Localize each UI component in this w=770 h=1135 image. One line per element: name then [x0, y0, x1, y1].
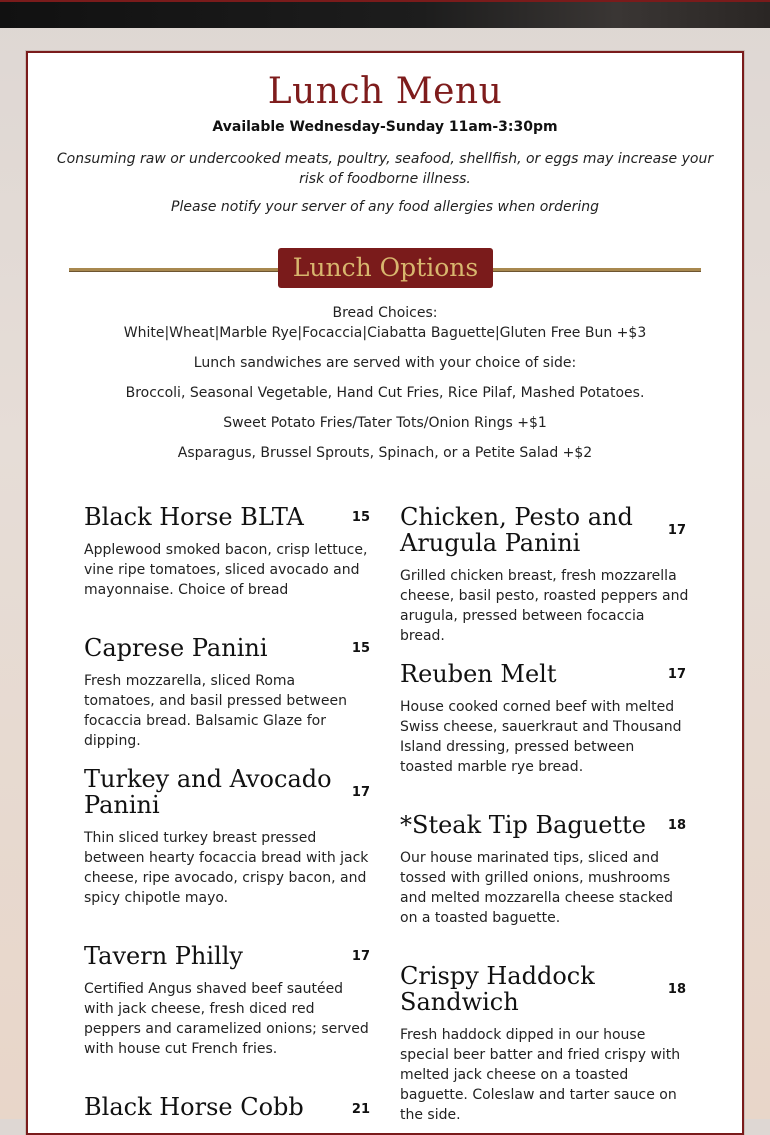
- item-name: Tavern Philly: [84, 942, 243, 970]
- item-description: Our house marinated tips, sliced and tossed with grilled onions, mushrooms and melted mozzarella cheese stacked on a toasted baguette.: [400, 850, 674, 926]
- menu-item: [84, 1094, 370, 1134]
- top-banner: [0, 0, 770, 28]
- item-name: Crispy Haddock Sandwich: [400, 962, 595, 1016]
- page-title: Lunch Menu: [267, 71, 503, 112]
- menu-item: [400, 812, 686, 942]
- item-name: Black Horse Cobb: [84, 1093, 304, 1121]
- sides-plus2: Asparagus, Brussel Sprouts, Spinach, or a Petite Salad +$2: [177, 445, 593, 461]
- item-description: Thin sliced turkey breast pressed between hearty focaccia bread with jack cheese, ripe avocado, crispy bacon, and spicy chipotle mayo.: [84, 830, 369, 906]
- item-price: 17: [667, 523, 686, 538]
- item-name: Black Horse BLTA: [84, 503, 304, 531]
- bread-options: White|Wheat|Marble Rye|Focaccia|Ciabatta Baguette|Gluten Free Bun +$3: [123, 325, 647, 341]
- item-price: 21: [351, 1102, 370, 1117]
- item-description: Fresh haddock dipped in our house special beer batter and fried crispy with melted jack cheese on a toasted baguette. Coleslaw and tarter sauce on the side.: [400, 1027, 681, 1123]
- menu-item: [84, 943, 370, 1073]
- menu-item: [84, 766, 370, 916]
- item-price: 15: [351, 641, 370, 656]
- item-name: *Steak Tip Baguette: [400, 811, 646, 839]
- food-warning: Consuming raw or undercooked meats, poultry, seafood, shellfish, or eggs may increase your risk of foodborne illness.: [56, 151, 714, 187]
- item-description: Fresh mozzarella, sliced Roma tomatoes, and basil pressed between focaccia bread. Balsamic Glaze for dipping.: [84, 673, 347, 749]
- menu-item: [84, 634, 370, 749]
- item-description: Grilled chicken breast, fresh mozzarella cheese, basil pesto, roasted peppers and arugula, pressed between focaccia bread.: [400, 568, 689, 644]
- menu-item: [400, 962, 686, 1123]
- menu-item: [400, 661, 686, 791]
- item-price: 17: [351, 949, 370, 964]
- hours-text: Available Wednesday-Sunday 11am-3:30pm: [212, 119, 558, 135]
- item-name: Reuben Melt: [400, 660, 557, 688]
- sides-standard: Broccoli, Seasonal Vegetable, Hand Cut Fries, Rice Pilaf, Mashed Potatoes.: [125, 385, 645, 401]
- menu-item: [84, 504, 370, 614]
- item-description: Certified Angus shaved beef sautéed with jack cheese, fresh diced red peppers and caramelized onions; served with house cut French fries.: [84, 981, 369, 1057]
- allergy-note: Please notify your server of any food allergies when ordering: [171, 199, 599, 215]
- sides-intro: Lunch sandwiches are served with your choice of side:: [193, 355, 577, 371]
- item-price: 18: [667, 982, 686, 997]
- item-description: House cooked corned beef with melted Swiss cheese, sauerkraut and Thousand Island dressing, pressed between toasted marble rye bread.: [400, 699, 682, 775]
- item-price: 18: [667, 818, 686, 833]
- item-name: Chicken, Pesto and Arugula Panini: [400, 503, 633, 557]
- menu-item: [400, 503, 689, 644]
- item-description: Applewood smoked bacon, crisp lettuce, vine ripe tomatoes, sliced avocado and mayonnaise. Choice of bread: [84, 542, 368, 598]
- section-title: Lunch Options: [278, 248, 493, 288]
- sides-plus1: Sweet Potato Fries/Tater Tots/Onion Rings +$1: [223, 415, 547, 431]
- item-price: 17: [667, 667, 686, 682]
- menu-card: [26, 51, 744, 1135]
- item-name: Caprese Panini: [84, 634, 268, 662]
- bread-label: Bread Choices:: [332, 305, 438, 321]
- item-name: Turkey and Avocado Panini: [84, 765, 332, 819]
- item-price: 17: [351, 785, 370, 800]
- item-price: 15: [351, 510, 370, 525]
